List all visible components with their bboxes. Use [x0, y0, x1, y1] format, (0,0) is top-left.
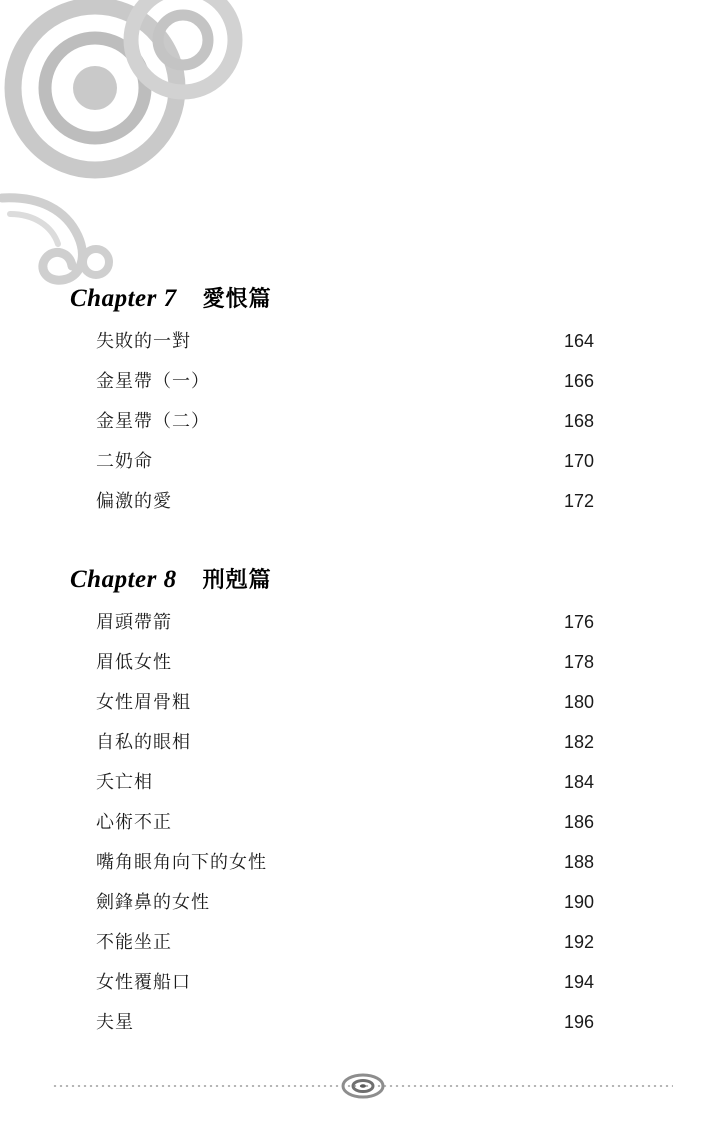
toc-entry-page: 164	[564, 331, 595, 351]
toc-entry-title: 夭亡相	[96, 772, 153, 793]
toc-entry-title: 心術不正	[96, 812, 172, 833]
toc-entry-page: 168	[564, 411, 595, 431]
toc-entry-page: 196	[564, 1012, 595, 1032]
toc-entry[interactable]	[70, 848, 650, 888]
chapter-label: Chapter 7	[70, 285, 177, 312]
toc-entry-page: 182	[564, 732, 595, 752]
chapter-block	[70, 563, 650, 1048]
toc-entry[interactable]	[70, 888, 650, 928]
toc-entry[interactable]	[70, 1008, 650, 1048]
toc-entry-title: 眉低女性	[96, 652, 172, 673]
toc-entry[interactable]	[70, 487, 650, 527]
chapter-block	[70, 282, 650, 527]
page-footer	[0, 1065, 725, 1105]
toc-entry[interactable]	[70, 928, 650, 968]
toc-entry-page: 180	[564, 692, 595, 712]
toc-entry-title: 自私的眼相	[96, 732, 191, 753]
toc-entry-title: 眉頭帶箭	[96, 612, 172, 633]
toc-entry-title: 嘴角眼角向下的女性	[96, 852, 267, 873]
toc-entry-title: 女性覆船口	[96, 972, 191, 993]
chapter-title: 刑剋篇	[202, 568, 272, 593]
toc-entry-title: 不能坐正	[96, 932, 172, 953]
toc-entry[interactable]	[70, 808, 650, 848]
toc-entry[interactable]	[70, 407, 650, 447]
toc-entry[interactable]	[70, 688, 650, 728]
toc-entry-title: 女性眉骨粗	[96, 692, 191, 713]
toc-entry-page: 190	[564, 892, 595, 912]
chapter-label: Chapter 8	[70, 566, 177, 593]
toc-entry[interactable]	[70, 728, 650, 768]
toc-entry-title: 金星帶（一）	[96, 371, 210, 392]
toc-entry-title: 偏激的愛	[96, 491, 172, 512]
toc-entry-page: 194	[564, 972, 595, 992]
chapter-entry-list	[70, 608, 650, 1048]
toc-entry-page: 178	[564, 652, 595, 672]
toc-entry-page: 184	[564, 772, 595, 792]
toc-entry-page: 166	[564, 371, 595, 391]
chapter-heading	[70, 563, 650, 594]
footer-circle-ornament-icon	[334, 1069, 392, 1103]
toc-entry[interactable]	[70, 367, 650, 407]
toc-entry[interactable]	[70, 768, 650, 808]
toc-entry-page: 188	[564, 852, 595, 872]
toc-entry[interactable]	[70, 327, 650, 367]
toc-entry[interactable]	[70, 648, 650, 688]
toc-entry[interactable]	[70, 968, 650, 1008]
toc-entry-title: 劍鋒鼻的女性	[96, 892, 210, 913]
toc-entry[interactable]	[70, 447, 650, 487]
toc-entry-page: 172	[564, 491, 595, 511]
chapter-entry-list	[70, 327, 650, 527]
chapter-heading	[70, 282, 650, 313]
toc-entry-page: 170	[564, 451, 595, 471]
toc-entry-title: 二奶命	[96, 451, 153, 472]
toc-entry-title: 夫星	[96, 1012, 134, 1033]
toc-entry-page: 186	[564, 812, 595, 832]
toc-entry-title: 失敗的一對	[96, 331, 191, 352]
toc-entry-page: 176	[564, 612, 595, 632]
toc-entry-page: 192	[564, 932, 595, 952]
chapter-title: 愛恨篇	[202, 287, 272, 312]
table-of-contents	[70, 282, 650, 1054]
toc-entry-title: 金星帶（二）	[96, 411, 210, 432]
toc-entry[interactable]	[70, 608, 650, 648]
